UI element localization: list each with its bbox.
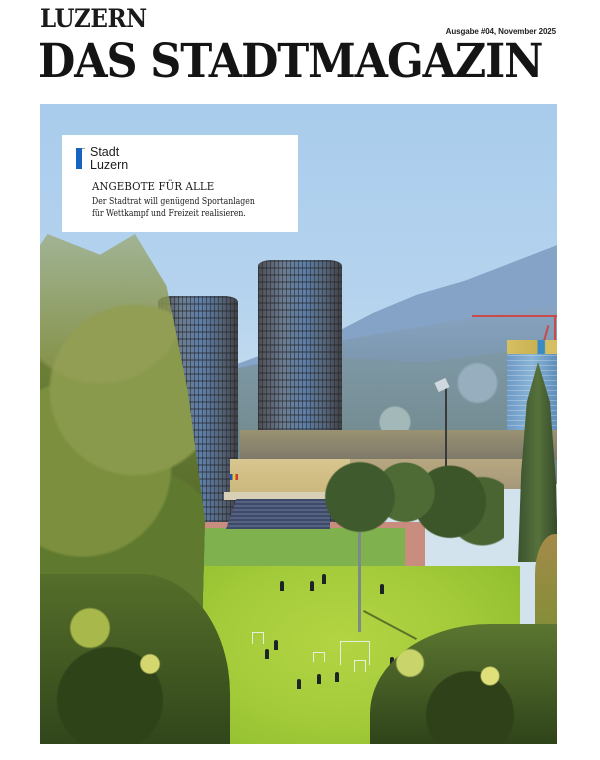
card-headline: ANGEBOTE FÜR ALLE xyxy=(92,180,215,193)
stadt-luzern-logo-icon xyxy=(76,148,82,169)
player-figure xyxy=(265,649,269,659)
crane-jib xyxy=(472,315,557,317)
issue-date: Ausgabe #04, November 2025 xyxy=(445,27,556,36)
card-body-line-2: für Wettkampf und Freizeit realisieren. xyxy=(92,208,246,219)
stadt-luzern-logo xyxy=(76,146,284,177)
masthead-kicker: LUZERN xyxy=(40,4,147,33)
card-body xyxy=(92,197,298,220)
logo-line-1: Stadt xyxy=(90,145,120,159)
player-figure xyxy=(274,640,278,650)
logo-line-2: Luzern xyxy=(90,157,129,172)
card-body-line-1: Der Stadtrat will genügend Sportanlagen xyxy=(92,197,255,207)
masthead-title: DAS STADTMAGAZIN xyxy=(38,34,543,89)
stadium-roof xyxy=(240,430,557,460)
grandstand-roof xyxy=(224,492,328,500)
player-figure xyxy=(297,679,301,689)
player-figure xyxy=(335,672,339,682)
grandstand xyxy=(226,499,330,529)
logo-wordmark xyxy=(90,146,128,171)
player-figure xyxy=(280,581,284,591)
goal-icon xyxy=(313,652,325,662)
flag-icon xyxy=(230,474,238,480)
player-figure xyxy=(322,574,326,584)
goal-icon xyxy=(354,660,366,672)
goal-icon xyxy=(252,632,264,644)
tree-group-center xyxy=(324,459,504,554)
player-figure xyxy=(317,674,321,684)
player-figure xyxy=(380,584,384,594)
player-figure xyxy=(310,581,314,591)
tower-construction-top xyxy=(507,340,557,354)
info-card xyxy=(62,135,298,232)
